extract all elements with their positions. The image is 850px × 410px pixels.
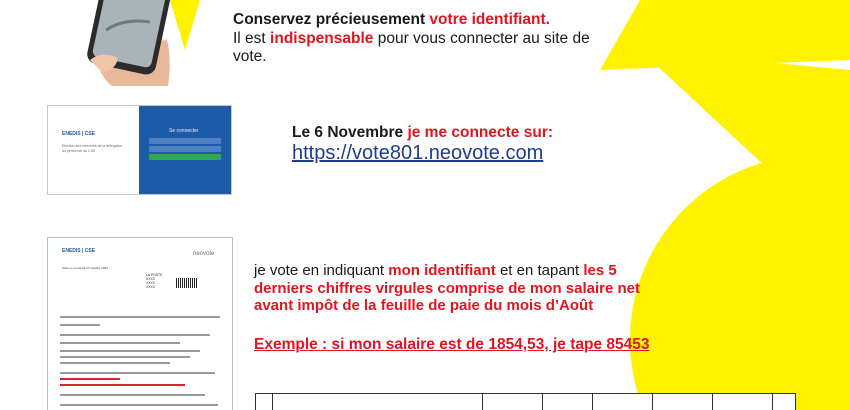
letter-highlight-line bbox=[60, 384, 185, 386]
table-column-divider bbox=[652, 394, 653, 410]
letter-text-line bbox=[60, 362, 170, 364]
phone-illustration bbox=[72, 0, 182, 88]
letter-text-line bbox=[60, 324, 100, 326]
login-thumbnail-intro: Election des membres de la délégation du personnel du CSE bbox=[62, 144, 123, 153]
instructions-part1: je vote en indiquant bbox=[254, 262, 389, 279]
letter-highlight-line bbox=[60, 378, 120, 380]
yellow-circle bbox=[630, 155, 850, 410]
login-thumbnail-right-panel bbox=[139, 106, 231, 194]
instructions-line-3: avant impôt de la feuille de paie du mois d’Août bbox=[254, 297, 594, 314]
keep-identifier-highlight: votre identifiant. bbox=[429, 11, 550, 28]
table-column-divider bbox=[712, 394, 713, 410]
table-column-divider bbox=[272, 394, 273, 410]
bottom-table bbox=[255, 393, 796, 410]
smartphone-in-hand-icon bbox=[72, 0, 182, 88]
letter-text-line bbox=[60, 316, 220, 318]
letter-text-line bbox=[60, 372, 215, 374]
letter-text-line bbox=[60, 404, 218, 406]
letter-text-line bbox=[60, 334, 210, 336]
indispensable-highlight: indispensable bbox=[270, 30, 374, 47]
letter-text-line bbox=[60, 394, 205, 396]
instructions-line-2: derniers chiffres virgules comprise de mon salaire net bbox=[254, 279, 640, 297]
letter-text-line bbox=[60, 342, 180, 344]
login-page-thumbnail bbox=[47, 105, 232, 195]
login-thumbnail-button bbox=[149, 154, 221, 160]
vote-site-link[interactable]: https://vote801.neovote.com bbox=[292, 142, 544, 164]
login-thumbnail-field bbox=[149, 146, 221, 152]
letter-barcode bbox=[176, 278, 198, 288]
letter-brand: neovote bbox=[193, 251, 215, 257]
vote-line: vote. bbox=[233, 48, 267, 65]
keep-identifier-line bbox=[233, 11, 550, 29]
voting-instructions bbox=[254, 262, 654, 315]
login-thumbnail-title: Se connecter bbox=[169, 128, 199, 134]
connect-date-prefix: Le 6 Novembre bbox=[292, 124, 408, 141]
table-column-divider bbox=[772, 394, 773, 410]
indispensable-line bbox=[233, 30, 590, 48]
connect-date-line bbox=[292, 124, 553, 142]
login-thumbnail-left-panel bbox=[48, 106, 139, 194]
instructions-highlight2: les 5 bbox=[583, 262, 617, 279]
letter-thumbnail bbox=[47, 237, 233, 410]
login-thumbnail-logo: ENEDIS | CSE bbox=[62, 131, 96, 137]
letter-text-line bbox=[60, 356, 190, 358]
keep-identifier-prefix: Conservez précieusement bbox=[233, 11, 430, 28]
indispensable-suffix: pour vous connecter au site de bbox=[373, 30, 590, 47]
login-thumbnail-field bbox=[149, 138, 221, 144]
instructions-highlight1: mon identifiant bbox=[388, 262, 496, 279]
letter-date: Paris, le mercredi 27 octobre 2023 bbox=[62, 266, 108, 270]
instructions-part2: et en tapant bbox=[495, 262, 584, 279]
connect-date-highlight: je me connecte sur: bbox=[407, 124, 554, 141]
indispensable-prefix: Il est bbox=[233, 30, 271, 47]
letter-address: LA POSTE XXXX XXXX XXXX bbox=[146, 273, 163, 289]
table-column-divider bbox=[482, 394, 483, 410]
table-column-divider bbox=[592, 394, 593, 410]
letter-logo: ENEDIS | CSE bbox=[62, 248, 96, 254]
instructions-line-1 bbox=[254, 262, 654, 280]
letter-text-line bbox=[60, 350, 200, 352]
salary-example: Exemple : si mon salaire est de 1854,53, je tape 85453 bbox=[254, 336, 650, 353]
table-column-divider bbox=[542, 394, 543, 410]
